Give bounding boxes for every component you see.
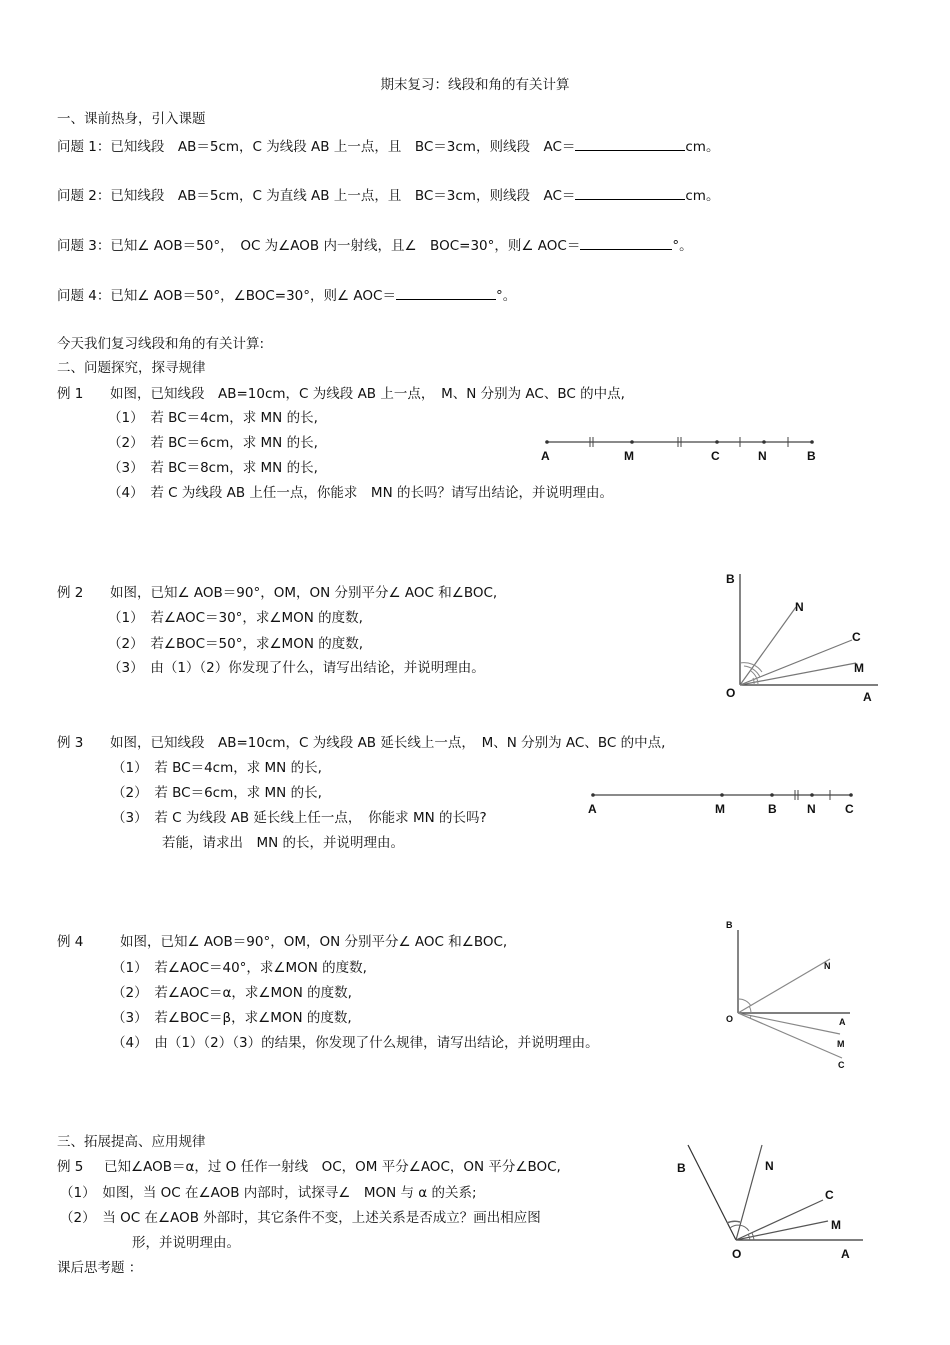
label-m: M	[715, 802, 725, 816]
label-m: M	[837, 1039, 845, 1049]
label-c: C	[845, 802, 854, 816]
label-o: O	[726, 686, 736, 700]
label-b: B	[677, 1161, 686, 1175]
example-4-item: （2） 若∠AOC＝α，求∠MON 的度数,	[112, 985, 352, 1001]
question-2	[57, 185, 719, 205]
point-b	[810, 440, 814, 444]
example-3-item: （2） 若 BC＝6cm，求 MN 的长,	[112, 785, 322, 801]
point-m	[720, 793, 724, 797]
label-n: N	[758, 449, 767, 463]
label-a: A	[841, 1247, 850, 1261]
figure-3-segment	[585, 783, 860, 823]
label-c: C	[852, 630, 861, 644]
label-n: N	[795, 600, 804, 614]
example-1-item: （3） 若 BC＝8cm，求 MN 的长,	[108, 460, 318, 476]
point-c	[849, 793, 853, 797]
question-1	[57, 136, 719, 156]
point-m	[630, 440, 634, 444]
example-5-item: （1） 如图，当 OC 在∠AOB 内部时，试探寻∠ MON 与 α 的关系;	[60, 1185, 477, 1201]
intro-text: 今天我们复习线段和角的有关计算:	[57, 336, 265, 352]
point-a	[545, 440, 549, 444]
example-5-item: （2） 当 OC 在∠AOB 外部时，其它条件不变，上述关系是否成立？画出相应图	[60, 1210, 541, 1226]
example-5-label: 例 5	[57, 1159, 84, 1175]
label-b: B	[768, 802, 777, 816]
example-5-extra: 形，并说明理由。	[132, 1235, 240, 1251]
example-4-item: （4） 由（1）（2）（3）的结果，你发现了什么规律，请写出结论，并说明理由。	[112, 1035, 599, 1051]
section-heading-1: 一、课前热身，引入课题	[57, 111, 206, 127]
example-3-text: 如图，已知线段 AB=10cm，C 为线段 AB 延长线上一点， M、N 分别为 AC、BC 的中点,	[110, 735, 666, 751]
example-3-extra: 若能，请求出 MN 的长，并说明理由。	[162, 835, 405, 851]
example-2-text: 如图，已知∠ AOB＝90°，OM，ON 分别平分∠ AOC 和∠BOC,	[110, 585, 498, 601]
label-c: C	[838, 1060, 845, 1070]
example-2-item: （3） 由（1）（2）你发现了什么，请写出结论，并说明理由。	[108, 660, 485, 676]
label-o: O	[732, 1247, 742, 1261]
label-a: A	[863, 690, 872, 704]
after-class-heading: 课后思考题 ：	[57, 1260, 143, 1276]
question-2-unit: cm。	[685, 188, 720, 204]
example-1-item: （4） 若 C 为线段 AB 上任一点，你能求 MN 的长吗？请写出结论，并说明理由。	[108, 485, 613, 501]
page-title: 期末复习：线段和角的有关计算	[380, 77, 570, 93]
figure-5-angle	[670, 1140, 870, 1270]
example-3-label: 例 3	[57, 735, 84, 751]
label-n: N	[824, 961, 831, 971]
example-2-label: 例 2	[57, 585, 84, 601]
label-m: M	[854, 661, 864, 675]
label-n: N	[765, 1159, 774, 1173]
figure-2-angle	[720, 568, 885, 708]
question-1-unit: cm。	[685, 139, 720, 155]
question-3	[57, 235, 693, 255]
point-n	[810, 793, 814, 797]
point-n	[762, 440, 766, 444]
example-4-label: 例 4	[57, 934, 84, 950]
label-a: A	[541, 449, 550, 463]
question-3-text: 问题 3：已知∠ AOB＝50°， OC 为∠AOB 内一射线，且∠ BOC=30°，则∠ AOC＝	[57, 238, 581, 254]
label-m: M	[831, 1218, 841, 1232]
answer-blank-1[interactable]	[575, 136, 685, 151]
example-1-item: （1） 若 BC＝4cm，求 MN 的长,	[108, 410, 318, 426]
point-c	[715, 440, 719, 444]
question-1-text: 问题 1：已知线段 AB＝5cm，C 为线段 AB 上一点，且 BC＝3cm，则线段 AC＝	[57, 139, 576, 155]
figure-4-angle	[718, 912, 858, 1077]
answer-blank-2[interactable]	[575, 185, 685, 200]
label-a: A	[839, 1017, 846, 1027]
example-2-item: （1） 若∠AOC＝30°，求∠MON 的度数,	[108, 610, 363, 626]
example-3-item: （1） 若 BC＝4cm，求 MN 的长,	[112, 760, 322, 776]
label-c: C	[711, 449, 720, 463]
question-4-unit: °。	[495, 288, 517, 304]
example-1-label: 例 1	[57, 386, 84, 402]
example-3-item: （3） 若 C 为线段 AB 延长线上任一点， 你能求 MN 的长吗?	[112, 810, 487, 826]
point-a	[591, 793, 595, 797]
label-c: C	[825, 1188, 834, 1202]
question-4	[57, 285, 516, 305]
example-1-text: 如图，已知线段 AB=10cm，C 为线段 AB 上一点， M、N 分别为 AC、BC 的中点,	[110, 386, 625, 402]
question-3-unit: °。	[672, 238, 693, 254]
label-b: B	[807, 449, 816, 463]
example-4-item: （1） 若∠AOC＝40°，求∠MON 的度数,	[112, 960, 367, 976]
example-1-item: （2） 若 BC＝6cm，求 MN 的长,	[108, 435, 318, 451]
section-heading-2: 二、问题探究，探寻规律	[57, 360, 206, 376]
label-a: A	[588, 802, 597, 816]
example-4-text: 如图，已知∠ AOB＝90°，OM，ON 分别平分∠ AOC 和∠BOC,	[120, 934, 508, 950]
example-2-item: （2） 若∠BOC＝50°，求∠MON 的度数,	[108, 636, 364, 652]
answer-blank-3[interactable]	[580, 235, 672, 250]
label-o: O	[726, 1014, 734, 1024]
question-2-text: 问题 2：已知线段 AB＝5cm，C 为直线 AB 上一点，且 BC＝3cm，则线段 AC＝	[57, 188, 576, 204]
point-b	[770, 793, 774, 797]
answer-blank-4[interactable]	[396, 285, 496, 300]
example-4-item: （3） 若∠BOC＝β，求∠MON 的度数,	[112, 1010, 352, 1026]
section-heading-3: 三、拓展提高、应用规律	[57, 1134, 206, 1150]
label-b: B	[726, 920, 733, 930]
label-n: N	[807, 802, 816, 816]
label-b: B	[726, 572, 735, 586]
figure-1-segment	[535, 430, 825, 470]
label-m: M	[624, 449, 634, 463]
example-5-text: 已知∠AOB＝α，过 O 任作一射线 OC，OM 平分∠AOC，ON 平分∠BOC,	[104, 1159, 561, 1175]
question-4-text: 问题 4：已知∠ AOB＝50°，∠BOC=30°，则∠ AOC＝	[57, 288, 396, 304]
